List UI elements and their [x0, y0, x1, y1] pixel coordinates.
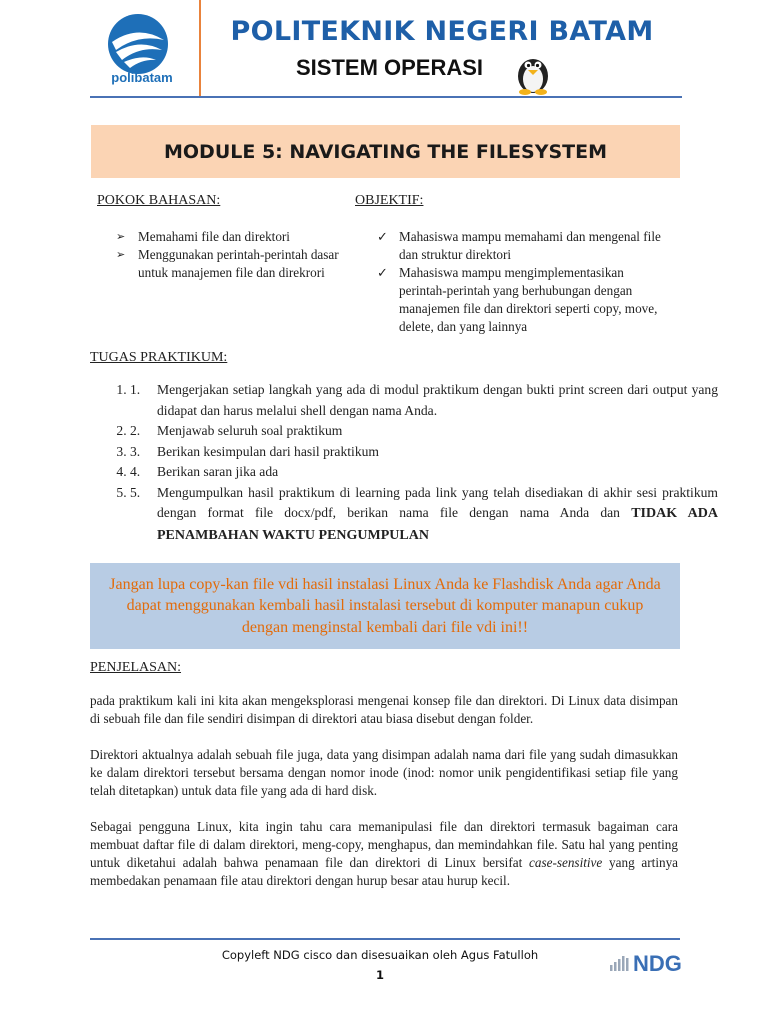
list-item: ➢ Memahami file dan direktori	[116, 229, 290, 244]
footer-rule	[90, 938, 680, 940]
ndg-brand-text: NDG	[633, 951, 682, 977]
bullet-icon: ➢	[116, 249, 126, 261]
header-rule	[90, 96, 682, 98]
ndg-logo	[610, 950, 682, 977]
checkmark-icon: ✓	[377, 265, 388, 280]
list-item: ✓ Mahasiswa mampu mengimplementasikan perintah-perintah yang berhubungan dengan manajemen file dan direktori seperti copy, move, delete, dan yang lainnya	[377, 265, 658, 334]
pokok-heading: POKOK BAHASAN:	[97, 193, 221, 208]
deadline-warning: TIDAK ADA PENAMBAHAN WAKTU PENGUMPULAN	[157, 506, 718, 543]
list-item: ➢ Menggunakan perintah-perintah dasar untuk manajemen file dan direkrori	[116, 247, 339, 280]
tugas-heading: TUGAS PRAKTIKUM:	[90, 350, 228, 365]
list-item: ✓ Mahasiswa mampu memahami dan mengenal file dan struktur direktori	[377, 229, 661, 262]
paragraph-2: Direktori aktualnya adalah sebuah file juga, data yang disimpan adalah nama dari file yang sudah dimasukkan ke dalam direktori tersebut bersama dengan nomor inode (inod: nomor unik pengidentifikasi setiap file yang telah ditetapkan) untuk data file yang ada di hard disk.	[90, 747, 678, 798]
case-sensitive-term: case-sensitive	[529, 855, 603, 870]
objektif-list	[373, 228, 673, 336]
page-number: 1	[375, 968, 384, 982]
list-item: 3. 3. Berikan kesimpulan dari hasil praktikum	[130, 442, 718, 463]
penjelasan-heading: PENJELASAN:	[90, 660, 182, 675]
note-text: Jangan lupa copy-kan file vdi hasil instalasi Linux Anda ke Flashdisk Anda agar Anda dapat menggunakan kembali hasil instalasi tersebut di komputer manapun cukup dengan menginstal kembali dari file vdi ini!!	[109, 575, 661, 636]
list-item: 2. 2. Menjawab seluruh soal praktikum	[130, 421, 718, 442]
institution-title: POLITEKNIK NEGERI BATAM	[230, 16, 654, 47]
pokok-list	[112, 228, 342, 282]
polibatam-logo	[98, 12, 182, 90]
course-title: SISTEM OPERASI	[296, 55, 484, 80]
checkmark-icon: ✓	[377, 229, 388, 244]
vdi-reminder-note	[90, 563, 680, 649]
paragraph-3: Sebagai pengguna Linux, kita ingin tahu cara memanipulasi file dan direktori termasuk bagaiman cara membuat daftar file di dalam direktori, meng-copy, menghapus, dan memindahkan file. Satu hal yang penting untuk diketahui adalah bahwa penamaan file dan direktori di Linux bersifat case-sensitive yang artinya membedakan penamaan file atau direktori dengan hurup besar atau hurup kecil.	[90, 819, 679, 888]
header-divider-vertical	[199, 0, 201, 96]
footer	[220, 945, 540, 985]
list-item: 1. 1. Mengerjakan setiap langkah yang ada di modul praktikum dengan bukti print screen dari output yang didapat dan harus melalui shell dengan nama Anda.	[130, 380, 718, 421]
paragraph-1: pada praktikum kali ini kita akan mengeksplorasi mengenai konsep file dan direktori. Di Linux data disimpan di sebuah file dan file sendiri disimpan di direktori atau biasa disebut dengan folder.	[90, 693, 678, 726]
module-title: MODULE 5: NAVIGATING THE FILESYSTEM	[91, 125, 680, 178]
list-item: 5. 5. Mengumpulkan hasil praktikum di learning pada link yang telah disediakan di akhir sesi praktikum dengan format file docx/pdf, berikan nama file dengan nama Anda dan TIDAK ADA PENAMBAHAN WAKTU PENGUMPULAN	[130, 483, 718, 547]
signal-bars-icon	[610, 951, 630, 977]
list-item: 4. 4. Berikan saran jika ada	[130, 462, 718, 483]
tux-penguin-icon	[510, 50, 556, 96]
footer-credit: Copyleft NDG cisco dan disesuaikan oleh Agus Fatulloh	[221, 948, 539, 962]
objektif-heading: OBJEKTIF:	[355, 193, 424, 208]
logo-text: polibatam	[111, 70, 173, 85]
tugas-list	[90, 380, 718, 546]
bullet-icon: ➢	[116, 231, 126, 243]
